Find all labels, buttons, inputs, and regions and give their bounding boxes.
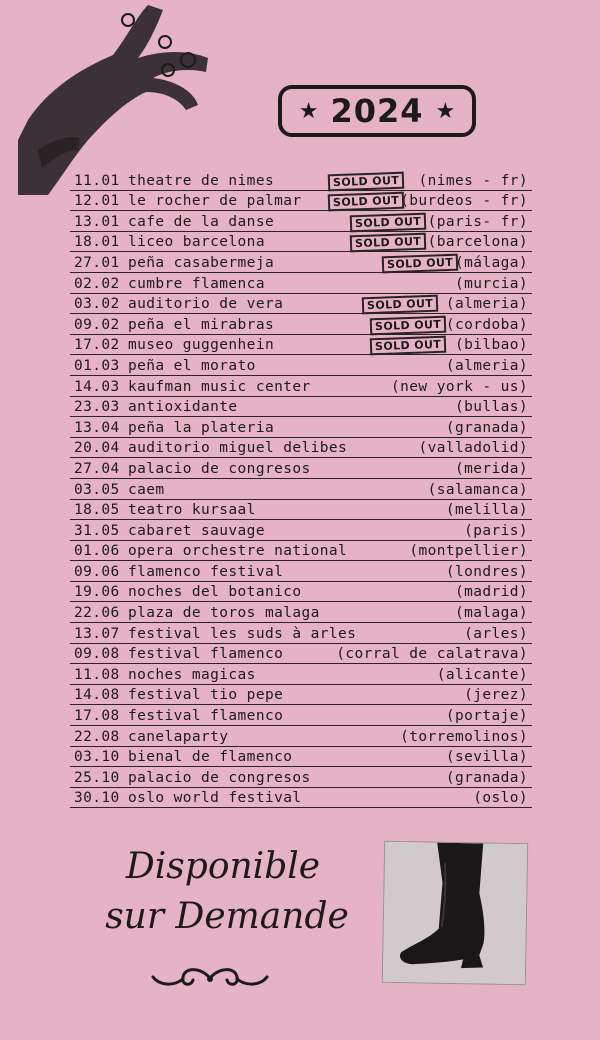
tour-venue: museo guggenhein [128, 337, 275, 354]
tour-date: 25.10 [74, 769, 120, 786]
tour-date-row [70, 623, 532, 644]
tour-venue: plaza de toros malaga [128, 605, 320, 622]
flourish-ornament-icon [145, 965, 275, 991]
tour-date-row [70, 211, 532, 232]
tour-city: (almeria) [445, 296, 528, 313]
tour-date-row [70, 479, 532, 500]
promo-line-2: sur Demande [105, 896, 349, 937]
sold-out-stamp: SOLD OUT [362, 295, 439, 315]
tour-venue: peña la plateria [128, 419, 275, 436]
tour-date-row [70, 397, 532, 418]
tour-venue: antioxidante [128, 399, 238, 416]
tour-city: (salamanca) [427, 481, 528, 498]
tour-city: (melilla) [445, 502, 528, 519]
tour-date: 09.08 [74, 646, 120, 663]
sold-out-stamp: SOLD OUT [328, 192, 405, 212]
year-label: 2024 [330, 92, 424, 130]
tour-date: 20.04 [74, 440, 120, 457]
tour-date-row [70, 788, 532, 809]
tour-date-row [70, 232, 532, 253]
tour-date: 13.01 [74, 213, 120, 230]
tour-date: 02.02 [74, 275, 120, 292]
tour-city: (bilbao) [454, 337, 528, 354]
tour-date: 14.03 [74, 378, 120, 395]
tour-venue: canelaparty [128, 728, 229, 745]
tour-city: (torremolinos) [400, 728, 528, 745]
tour-date: 12.01 [74, 193, 120, 210]
tour-city: (montpellier) [409, 543, 528, 560]
tour-city: (granada) [445, 419, 528, 436]
sold-out-stamp: SOLD OUT [370, 315, 447, 335]
tour-city: (barcelona) [427, 234, 528, 251]
tour-city: (londres) [445, 563, 528, 580]
tour-date: 30.10 [74, 790, 120, 807]
tour-city: (new york - us) [391, 378, 528, 395]
tour-date: 03.02 [74, 296, 120, 313]
tour-venue: festival les suds à arles [128, 625, 357, 642]
tour-city: (malaga) [454, 605, 528, 622]
tour-date-row [70, 705, 532, 726]
promo-text [78, 842, 368, 942]
tour-date-row [70, 314, 532, 335]
tour-date: 03.10 [74, 749, 120, 766]
tour-date: 13.07 [74, 625, 120, 642]
tour-city: (oslo) [473, 790, 528, 807]
tour-date: 03.05 [74, 481, 120, 498]
tour-venue: peña el morato [128, 357, 256, 374]
tour-date: 31.05 [74, 522, 120, 539]
tour-venue: opera orchestre national [128, 543, 348, 560]
tour-date-row [70, 561, 532, 582]
sold-out-stamp: SOLD OUT [328, 171, 405, 191]
tour-venue: palacio de congresos [128, 769, 311, 786]
tour-venue: festival tio pepe [128, 687, 284, 704]
tour-date: 27.04 [74, 460, 120, 477]
tour-venue: noches del botanico [128, 584, 302, 601]
tour-date: 01.03 [74, 357, 120, 374]
tour-date-row [70, 355, 532, 376]
tour-date-row [70, 664, 532, 685]
tour-date: 11.08 [74, 666, 120, 683]
tour-date-row [70, 767, 532, 788]
tour-date-row [70, 170, 532, 191]
tour-city: (valladolid) [418, 440, 528, 457]
tour-date: 27.01 [74, 254, 120, 271]
tour-date-row [70, 273, 532, 294]
tour-date: 09.02 [74, 316, 120, 333]
tour-city: (madrid) [454, 584, 528, 601]
tour-date-row [70, 438, 532, 459]
tour-venue: teatro kursaal [128, 502, 256, 519]
tour-venue: auditorio miguel delibes [128, 440, 348, 457]
tour-date: 22.08 [74, 728, 120, 745]
tour-venue: cafe de la danse [128, 213, 275, 230]
tour-date: 18.05 [74, 502, 120, 519]
tour-date: 13.04 [74, 419, 120, 436]
tour-city: (almeria) [445, 357, 528, 374]
tour-venue: peña casabermeja [128, 254, 275, 271]
tour-venue: noches magicas [128, 666, 256, 683]
tour-date-row [70, 644, 532, 665]
tour-venue: kaufman music center [128, 378, 311, 395]
star-icon: ★ [435, 98, 456, 124]
sold-out-stamp: SOLD OUT [382, 254, 459, 274]
tour-city: (granada) [445, 769, 528, 786]
tour-city: (merida) [454, 460, 528, 477]
tour-city: (paris- fr) [427, 213, 528, 230]
tour-date-row [70, 376, 532, 397]
tour-date-row [70, 191, 532, 212]
tour-date-row [70, 252, 532, 273]
tour-date-row [70, 500, 532, 521]
tour-venue: palacio de congresos [128, 460, 311, 477]
tour-venue: cumbre flamenca [128, 275, 265, 292]
tour-venue: peña el mirabras [128, 316, 275, 333]
tour-venue: cabaret sauvage [128, 522, 265, 539]
tour-dates-list [70, 170, 532, 808]
tour-city: (alicante) [436, 666, 528, 683]
tour-venue: bienal de flamenco [128, 749, 293, 766]
tour-date-row [70, 582, 532, 603]
tour-venue: le rocher de palmar [128, 193, 302, 210]
tour-venue: festival flamenco [128, 708, 284, 725]
tour-city: (portaje) [445, 708, 528, 725]
tour-venue: caem [128, 481, 165, 498]
tour-date: 17.02 [74, 337, 120, 354]
tour-venue: auditorio de vera [128, 296, 284, 313]
tour-date: 22.06 [74, 605, 120, 622]
tour-date-row [70, 541, 532, 562]
tour-date: 18.01 [74, 234, 120, 251]
sold-out-stamp: SOLD OUT [350, 212, 427, 232]
tour-venue: festival flamenco [128, 646, 284, 663]
tour-venue: flamenco festival [128, 563, 284, 580]
boot-photo [382, 841, 528, 985]
hands-with-rings-illustration [18, 0, 258, 195]
tour-city: (sevilla) [445, 749, 528, 766]
tour-date-row [70, 602, 532, 623]
tour-venue: oslo world festival [128, 790, 302, 807]
tour-city: (bullas) [454, 399, 528, 416]
tour-date-row [70, 335, 532, 356]
tour-city: (arles) [464, 625, 528, 642]
tour-date-row [70, 294, 532, 315]
tour-date: 11.01 [74, 172, 120, 189]
tour-city: (burdeos - fr) [400, 193, 528, 210]
tour-date-row [70, 685, 532, 706]
tour-city: (paris) [464, 522, 528, 539]
tour-date-row [70, 520, 532, 541]
tour-city: (málaga) [454, 254, 528, 271]
tour-date: 01.06 [74, 543, 120, 560]
sold-out-stamp: SOLD OUT [370, 336, 447, 356]
tour-date: 19.06 [74, 584, 120, 601]
tour-venue: liceo barcelona [128, 234, 265, 251]
promo-line-1: Disponible [125, 846, 321, 887]
tour-date-row [70, 726, 532, 747]
tour-city: (nimes - fr) [418, 172, 528, 189]
tour-city: (murcia) [454, 275, 528, 292]
tour-city: (cordoba) [445, 316, 528, 333]
sold-out-stamp: SOLD OUT [350, 233, 427, 253]
tour-date: 23.03 [74, 399, 120, 416]
year-badge [278, 85, 476, 137]
tour-date-row [70, 417, 532, 438]
tour-date: 14.08 [74, 687, 120, 704]
tour-date-row [70, 458, 532, 479]
star-icon: ★ [298, 98, 319, 124]
tour-city: (jerez) [464, 687, 528, 704]
tour-city: (corral de calatrava) [336, 646, 528, 663]
tour-date-row [70, 747, 532, 768]
tour-venue: theatre de nimes [128, 172, 275, 189]
tour-date: 17.08 [74, 708, 120, 725]
tour-date: 09.06 [74, 563, 120, 580]
